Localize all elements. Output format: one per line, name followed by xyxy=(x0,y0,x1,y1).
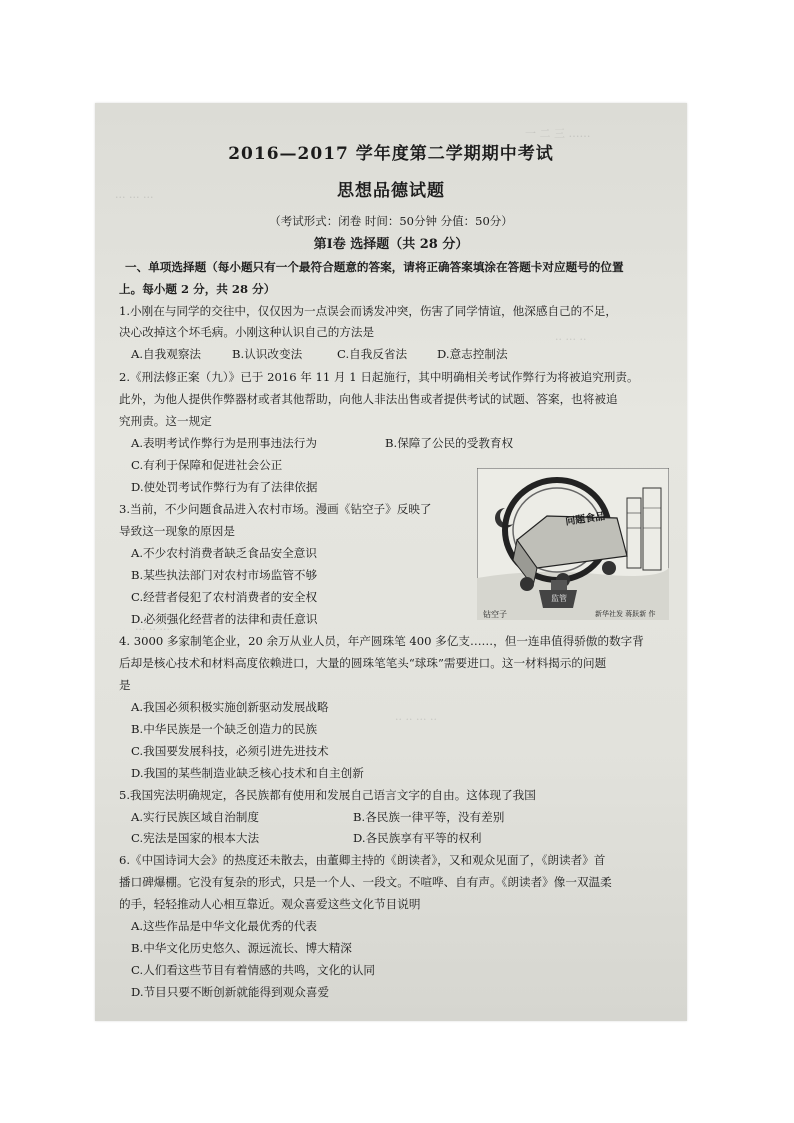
choice-a: A.实行民族区域自治制度 xyxy=(131,810,259,824)
question-stem: 的手，轻轻推动人心相互靠近。观众喜爱这些文化节目说明 xyxy=(119,897,421,911)
question-stem: 导致这一现象的原因是 xyxy=(119,524,235,538)
choice-b: B.中华民族是一个缺乏创造力的民族 xyxy=(131,722,318,736)
bleed-through-mark: ··· ·· ··· xyxy=(135,623,170,636)
instructions-line: 一、单项选择题（每小题只有一个最符合题意的答案，请将正确答案填涂在答题卡对应题号的位置 xyxy=(125,260,624,274)
question-stem: 2.《刑法修正案（九）》已于 2016 年 11 月 1 日起施行，其中明确相关考试作弊行为将被追究刑责。 xyxy=(119,370,639,384)
bleed-through-mark: 一 二 三 …… xyxy=(525,127,591,140)
question-stem: 1.小刚在与同学的交往中，仅仅因为一点误会而诱发冲突，伤害了同学情谊，他深感自己的不足， xyxy=(119,304,618,318)
choice-d: D.使处罚考试作弊行为有了法律依据 xyxy=(131,480,318,494)
exam-sheet xyxy=(95,103,687,1021)
choice-a: A.我国必须积极实施创新驱动发展战略 xyxy=(131,700,329,714)
cartoon-caption: 钻空子 xyxy=(483,610,507,619)
question-stem: 究刑责。这一规定 xyxy=(119,414,212,428)
choice-d: D.我国的某些制造业缺乏核心技术和自主创新 xyxy=(131,766,364,780)
question-stem: 是 xyxy=(119,678,131,692)
choice-d: D.意志控制法 xyxy=(437,347,508,361)
question-stem: 4. 3000 多家制笔企业，20 余万从业人员，年产圆珠笔 400 多亿支……，但一连串值得骄傲的数字背 xyxy=(119,634,644,648)
question-stem: 5.我国宪法明确规定，各民族都有使用和发展自己语言文字的自由。这体现了我国 xyxy=(119,788,536,802)
question-stem: 3.当前，不少问题食品进入农村市场。漫画《钻空子》反映了 xyxy=(119,502,432,516)
cartoon-box-label: 问题食品 xyxy=(564,511,606,528)
bleed-through-mark: ·· ·· ··· ·· xyxy=(395,713,437,726)
instructions-line: 上。每小题 2 分，共 28 分） xyxy=(119,282,276,296)
question-stem: 决心改掉这个坏毛病。小刚这种认识自己的方法是 xyxy=(119,325,375,339)
choice-b: B.保障了公民的受教育权 xyxy=(385,436,514,450)
choice-c: C.自我反省法 xyxy=(337,347,408,361)
choice-b: B.某些执法部门对农村市场监管不够 xyxy=(131,568,318,582)
bleed-through-mark: ·· ··· ·· xyxy=(555,333,587,346)
choice-a: A.不少农村消费者缺乏食品安全意识 xyxy=(131,546,317,560)
cartoon-credit: 新华社发 蒋跃新 作 xyxy=(595,610,656,618)
choice-c: C.我国要发展科技，必须引进先进技术 xyxy=(131,744,329,758)
choice-c: C.宪法是国家的根本大法 xyxy=(131,831,260,845)
choice-b: B.各民族一律平等，没有差别 xyxy=(353,810,505,824)
section-heading: 第Ⅰ卷 选择题（共 28 分） xyxy=(313,237,469,252)
exam-title: 2016—2017 学年度第二学期期中考试 xyxy=(228,144,554,164)
choice-d: D.各民族享有平等的权利 xyxy=(353,831,482,845)
cartoon-drawing xyxy=(477,468,669,620)
exam-subject: 思想品德试题 xyxy=(337,181,445,201)
cartoon-illustration xyxy=(477,468,669,620)
cartoon-post-label: 监管 xyxy=(551,594,567,603)
choice-a: A.这些作品是中华文化最优秀的代表 xyxy=(131,919,317,933)
choice-b: B.中华文化历史悠久、源远流长、博大精深 xyxy=(131,941,352,955)
choice-a: A.表明考试作弊行为是刑事违法行为 xyxy=(131,436,317,450)
choice-c: C.人们看这些节目有着情感的共鸣，文化的认同 xyxy=(131,963,376,977)
bleed-through-mark: ··· ··· ··· xyxy=(115,191,154,204)
choice-d: D.节目只要不断创新就能得到观众喜爱 xyxy=(131,985,330,999)
exam-info: （考试形式：闭卷 时间：50分钟 分值：50分） xyxy=(269,214,513,228)
question-stem: 此外，为他人提供作弊器材或者其他帮助，向他人非法出售或者提供考试的试题、答案，也将被追 xyxy=(119,392,618,406)
choice-a: A.自我观察法 xyxy=(131,347,202,361)
choice-c: C.有利于保障和促进社会公正 xyxy=(131,458,283,472)
question-stem: 后却是核心技术和材料高度依赖进口，大量的圆珠笔笔头“球珠”需要进口。这一材料揭示的问题 xyxy=(119,656,607,670)
question-stem: 6.《中国诗词大会》的热度还未散去，由董卿主持的《朗读者》，又和观众见面了，《朗读者》首 xyxy=(119,853,606,867)
choice-d: D.必须强化经营者的法律和责任意识 xyxy=(131,612,318,626)
choice-c: C.经营者侵犯了农村消费者的安全权 xyxy=(131,590,318,604)
question-stem: 播口碑爆棚。它没有复杂的形式，只是一个人、一段文。不喧哗、自有声。《朗读者》像一双温柔 xyxy=(119,875,612,889)
choice-b: B.认识改变法 xyxy=(232,347,303,361)
